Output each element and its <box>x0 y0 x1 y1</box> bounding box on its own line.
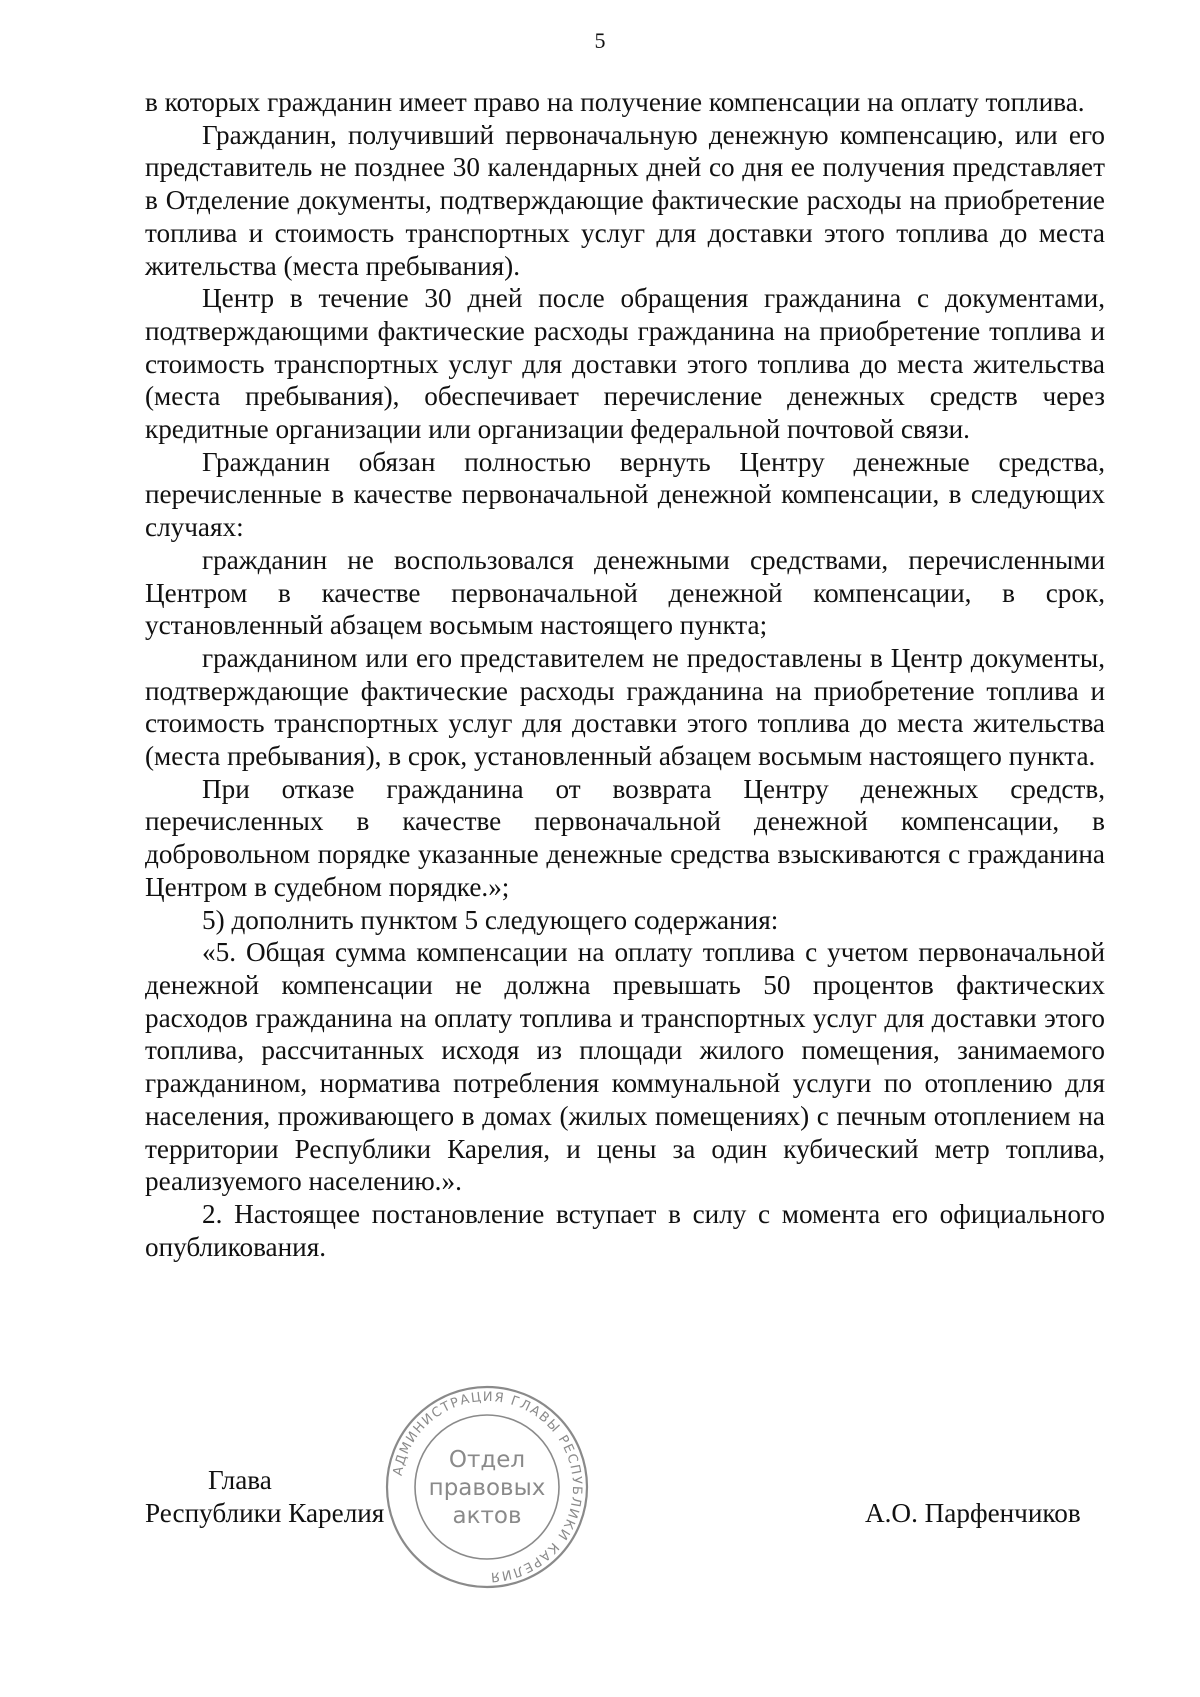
paragraph-2: Гражданин, получивший первоначальную денежную компенсацию, или его представитель не позднее 30 календарных дней со дня ее получения представляет в Отделение документы, подтверждающие фактические расходы на приобретение топлива и стоимость транспортных услуг для доставки этого топлива до места жительства (места пребывания). <box>145 119 1105 281</box>
paragraph-8: 5) дополнить пунктом 5 следующего содержания: <box>202 904 779 935</box>
signatory-name: А.О. Парфенчиков <box>865 1498 1081 1528</box>
document-body <box>145 86 1105 1263</box>
paragraph-1: в которых гражданин имеет право на получение компенсации на оплату топлива. <box>145 87 1085 117</box>
stamp-ring-text: АДМИНИСТРАЦИЯ ГЛАВЫ РЕСПУБЛИКИ КАРЕЛИЯ <box>390 1389 585 1585</box>
paragraph-6: гражданином или его представителем не предоставлены в Центр документы, подтверждающие фактические расходы гражданина на приобретение топлива и стоимость транспортных услуг для доставки этого топлива до места жительства (места пребывания), в срок, установленный абзацем восьмым настоящего пункта. <box>145 642 1105 772</box>
paragraph-3: Центр в течение 30 дней после обращения гражданина с документами, подтверждающими фактические расходы гражданина на приобретение топлива и стоимость транспортных услуг для доставки этого топлива до места жительства (места пребывания), обеспечивает перечисление денежных средств через кредитные организации или организации федеральной почтовой связи. <box>145 283 1105 445</box>
paragraph-7: При отказе гражданина от возврата Центру денежных средств, перечисленных в качестве первоначальной денежной компенсации, в добровольном порядке указанные денежные средства взыскиваются с гражданина Центром в судебном порядке.»; <box>145 773 1105 902</box>
page-number: 5 <box>594 28 606 53</box>
paragraph-4: Гражданин обязан полностью вернуть Центру денежные средства, перечисленные в качестве первоначальной денежной компенсации, в следующих случаях: <box>145 446 1105 543</box>
paragraph-5: гражданин не воспользовался денежными средствами, перечисленными Центром в качестве первоначальной денежной компенсации, в срок, установленный абзацем восьмым настоящего пункта; <box>145 544 1105 641</box>
stamp-center-line-2: правовых <box>428 1475 546 1501</box>
signatory-title-line-2: Республики Карелия <box>145 1498 385 1528</box>
official-stamp <box>382 1382 592 1592</box>
stamp-center-line-3: актов <box>452 1503 522 1529</box>
stamp-center-line-1: Отдел <box>448 1447 526 1473</box>
signatory-title-line-1: Глава <box>208 1465 272 1495</box>
paragraph-10: 2. Настоящее постановление вступает в силу с момента его официального опубликования. <box>145 1198 1105 1262</box>
paragraph-9: «5. Общая сумма компенсации на оплату топлива с учетом первоначальной денежной компенсации не должна превышать 50 процентов фактических расходов гражданина на оплату топлива и транспортных услуг для доставки этого топлива, рассчитанных исходя из площади жилого помещения, занимаемого гражданином, норматива потребления коммунальной услуги по отоплению для населения, проживающего в домах (жилых помещениях) с печным отоплением на территории Республики Карелия, и цены за один кубический метр топлива, реализуемого населению.». <box>145 937 1105 1197</box>
